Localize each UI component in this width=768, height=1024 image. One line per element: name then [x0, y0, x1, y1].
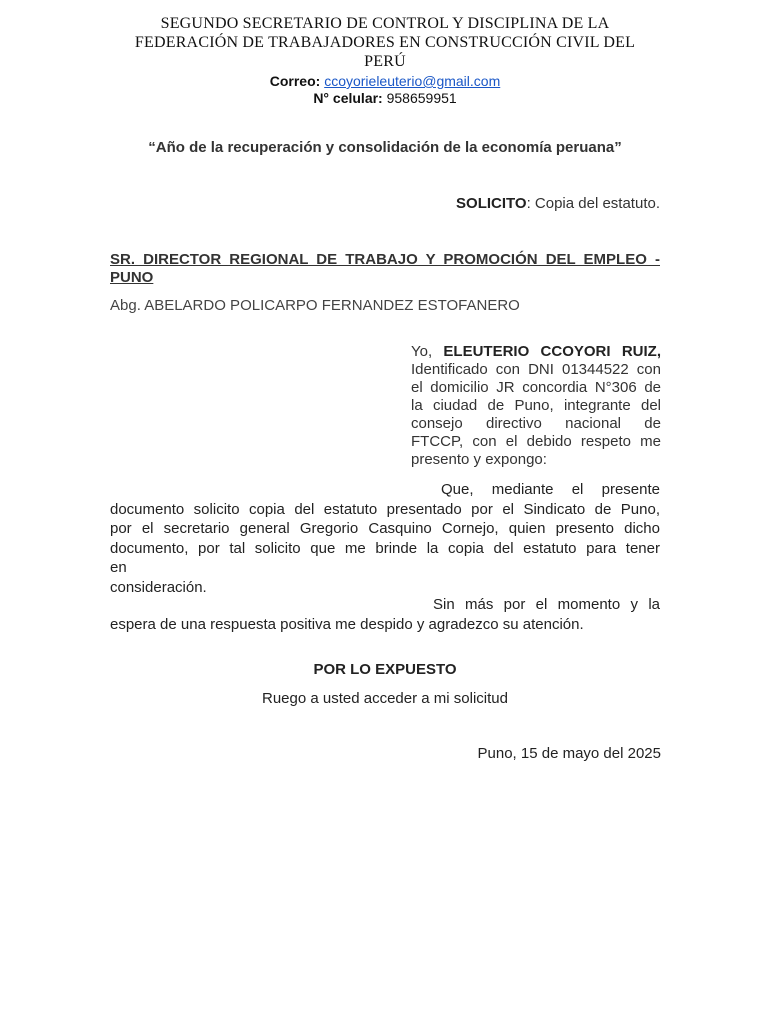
- body-line: Sin más por el momento y la: [433, 596, 660, 613]
- phone-label: N° celular:: [313, 90, 383, 106]
- body-line: por el secretario general Gregorio Casquino Cornejo, quien presento dicho: [110, 520, 660, 537]
- sender-name: ELEUTERIO CCOYORI RUIZ,: [443, 343, 661, 360]
- subject-text: : Copia del estatuto.: [526, 195, 660, 212]
- closing-heading: POR LO EXPUESTO: [313, 661, 457, 678]
- sender-intro-line: la ciudad de Puno, integrante del: [411, 397, 661, 414]
- letterhead-title: [110, 14, 660, 71]
- sender-intro-line: el domicilio JR concordia N°306 de: [411, 379, 661, 396]
- subject-label: SOLICITO: [456, 195, 527, 212]
- body-line: documento, por tal solicito que me brinde la copia del estatuto para tener: [110, 539, 660, 557]
- email-link[interactable]: ccoyorieleuterio@gmail.com: [324, 73, 501, 89]
- body-paragraph-1: [110, 480, 660, 597]
- sender-intro-line: Identificado con DNI 01344522 con: [411, 361, 661, 378]
- letterhead-line-1: SEGUNDO SECRETARIO DE CONTROL Y DISCIPLINA DE LA: [160, 15, 610, 32]
- body-line: Que, mediante el presente: [441, 481, 660, 498]
- letterhead-line-3: PERÚ: [364, 53, 406, 70]
- letterhead-line-2: FEDERACIÓN DE TRABAJADORES EN CONSTRUCCIÓN CIVIL DEL: [134, 34, 636, 51]
- sender-intro-line: presento y expongo:: [411, 451, 547, 468]
- sender-intro-line: FTCCP, con el debido respeto me: [411, 433, 661, 450]
- subject-line: [456, 195, 660, 212]
- email-line: [110, 73, 660, 90]
- year-motto: “Año de la recuperación y consolidación de la economía peruana”: [148, 139, 622, 156]
- sender-intro: [411, 343, 661, 469]
- sender-yo: Yo,: [411, 343, 444, 360]
- addressee-line-1: SR. DIRECTOR REGIONAL DE TRABAJO Y PROMOCIÓN DEL EMPLEO -: [110, 251, 660, 268]
- body-paragraph-2: [110, 595, 660, 634]
- body-line: en: [110, 559, 127, 576]
- body-line: consideración.: [110, 578, 207, 596]
- sender-intro-line: consejo directivo nacional de: [411, 415, 661, 432]
- sender-intro-line: [411, 343, 661, 361]
- addressee-name: Abg. ABELARDO POLICARPO FERNANDEZ ESTOFANERO: [110, 297, 520, 314]
- body-line: documento solicito copia del estatuto presentado por el Sindicato de Puno,: [110, 500, 660, 518]
- body-line: espera de una respuesta positiva me despido y agradezco su atención.: [110, 615, 584, 633]
- phone-number: 958659951: [386, 90, 457, 106]
- email-label: Correo:: [269, 73, 321, 89]
- addressee-line-2: PUNO: [110, 269, 154, 286]
- closing-request: Ruego a usted acceder a mi solicitud: [262, 690, 508, 707]
- date-line: Puno, 15 de mayo del 2025: [477, 745, 661, 762]
- phone-line: [110, 90, 660, 107]
